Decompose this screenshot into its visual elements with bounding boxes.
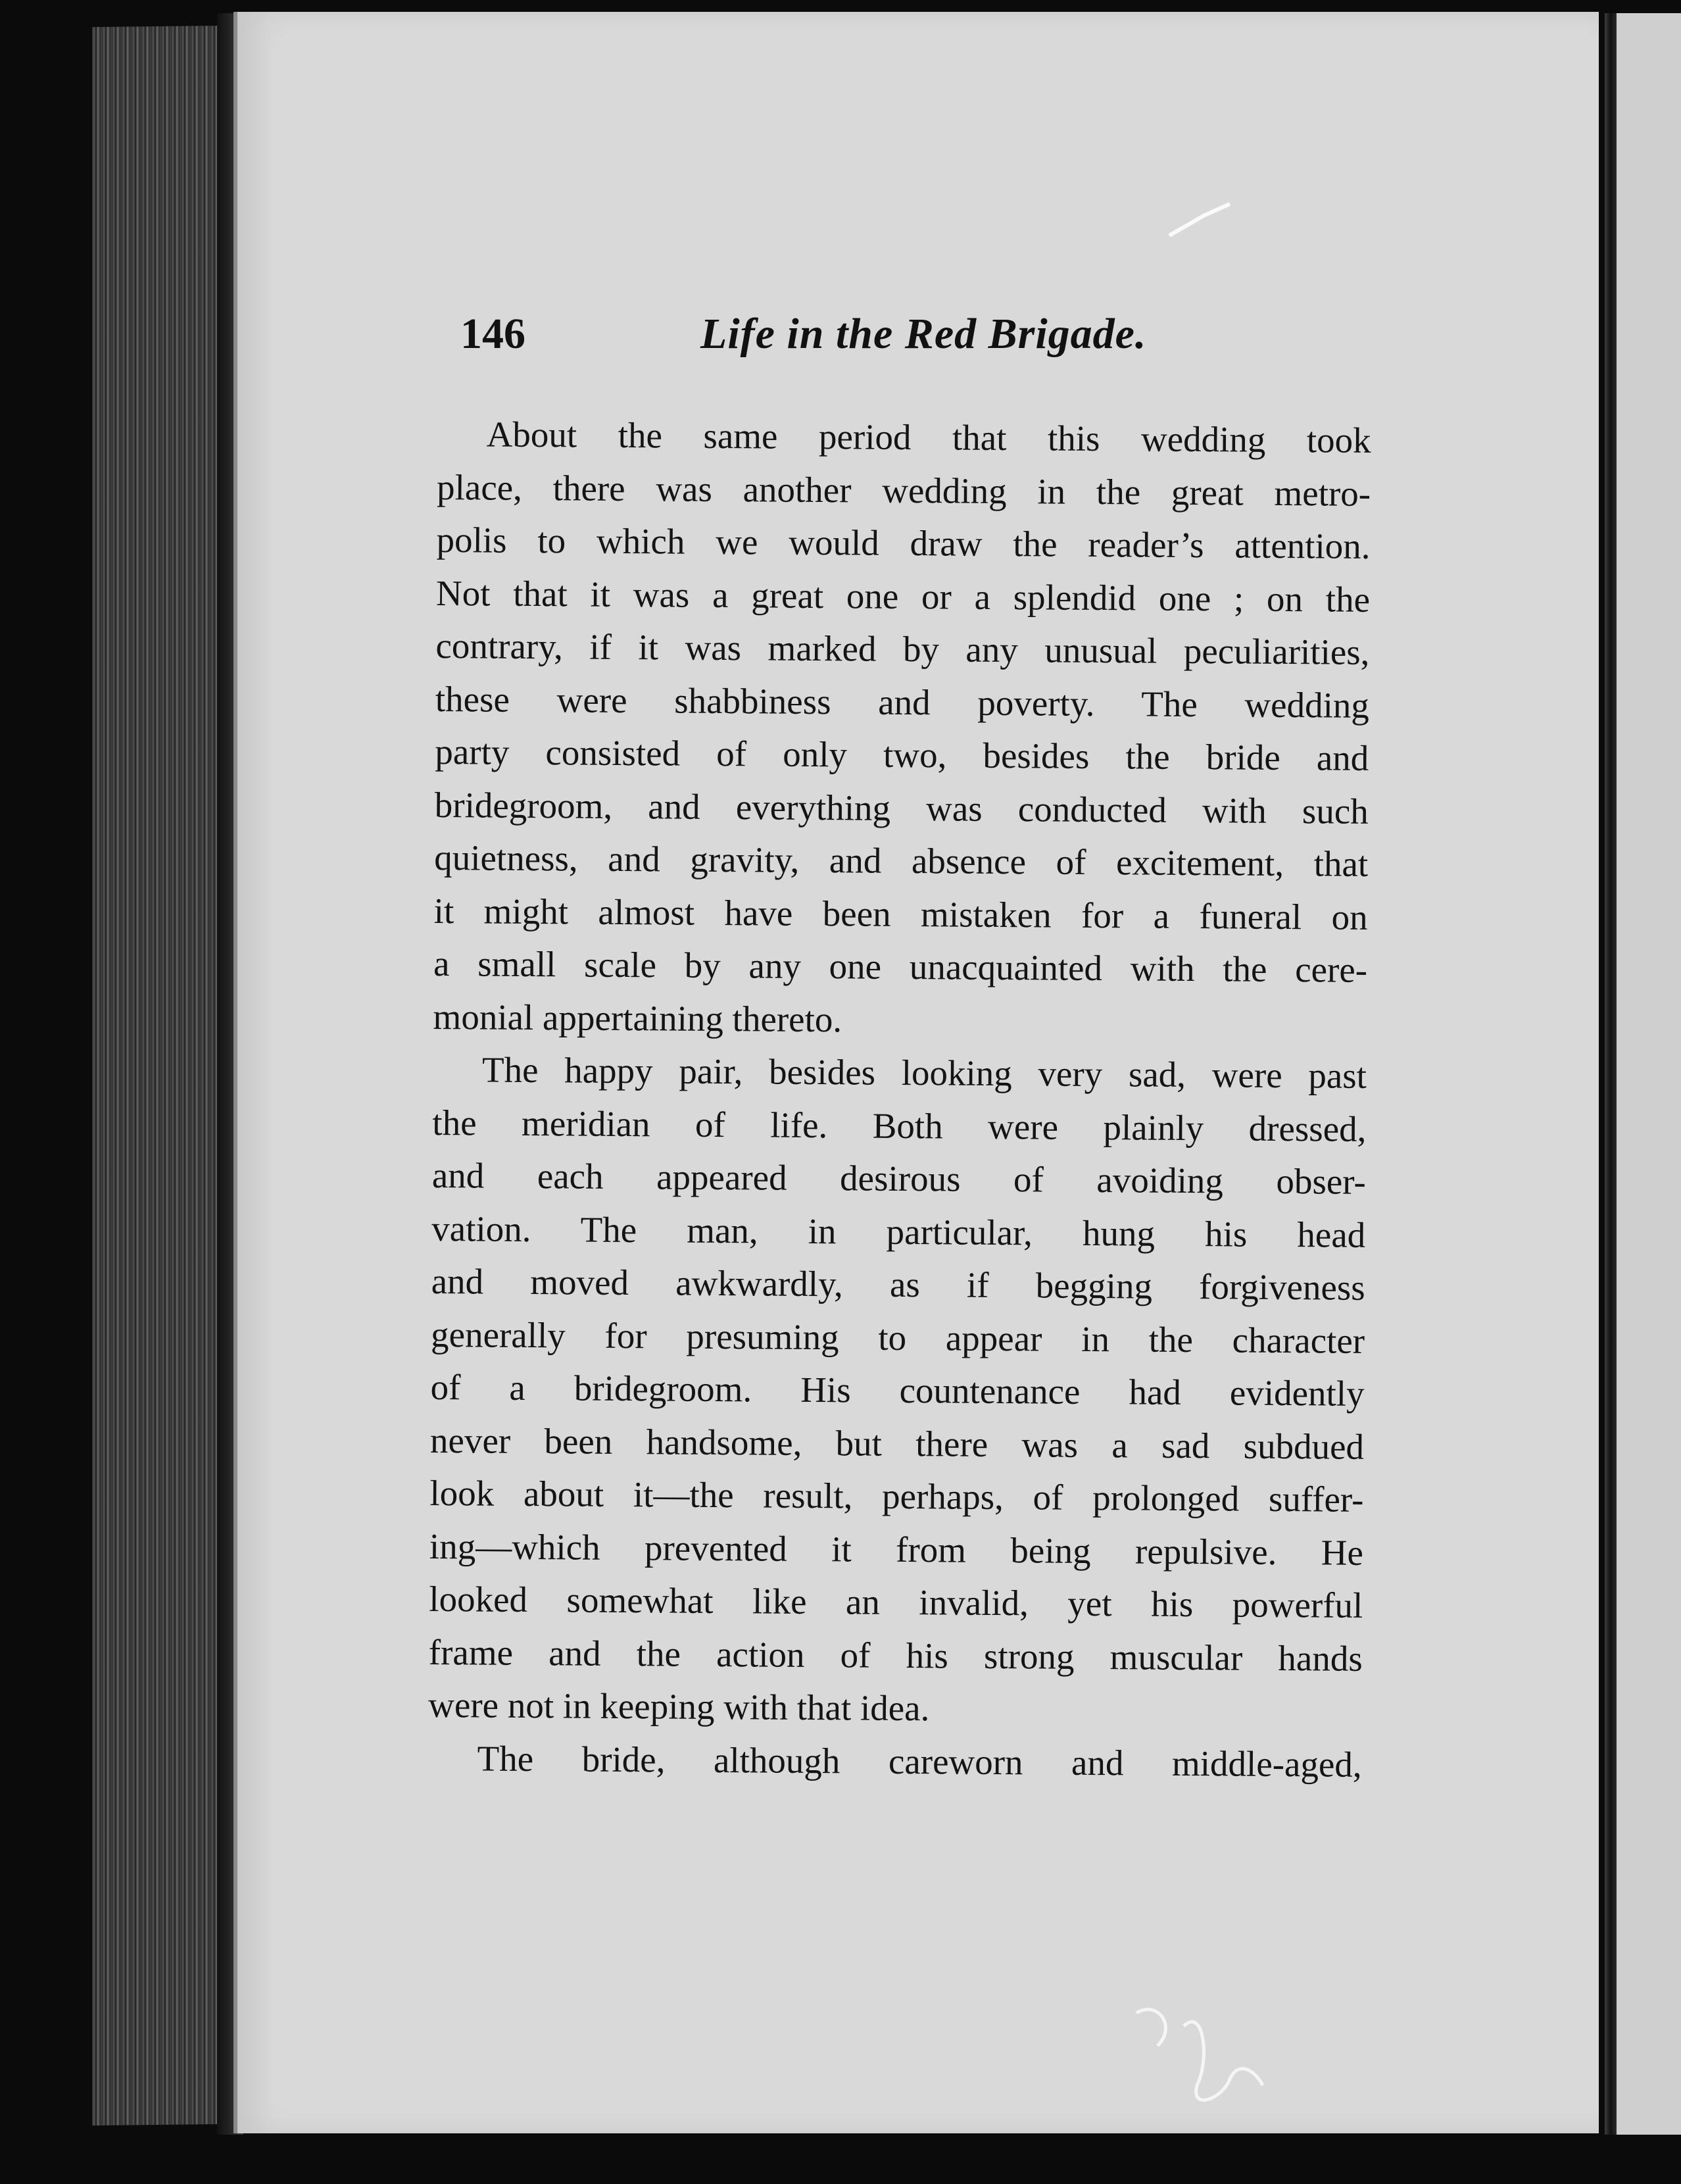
text-line: polis to which we would draw the reader’s attention. (436, 519, 1371, 566)
text-line: these were shabbiness and poverty. The wedding (435, 678, 1370, 726)
fore-edge-gutter (1605, 13, 1617, 2158)
text-line: ing—which prevented it from being repulsive. He (429, 1526, 1364, 1573)
text-line: were not in keeping with that idea. (428, 1684, 930, 1729)
text-line: The happy pair, besides looking very sad, were past (481, 1049, 1367, 1096)
text-line: The bride, although careworn and middle-aged, (477, 1737, 1362, 1785)
text-line: of a bridegroom. His countenance had evidently (430, 1366, 1365, 1414)
text-line: About the same period that this wedding took (486, 414, 1371, 460)
text-line: Not that it was a great one or a splendid one ; on the (435, 572, 1371, 620)
adjacent-page-strip (1617, 13, 1681, 2184)
scan-bottom-border (0, 2135, 1681, 2184)
text-line: quietness, and gravity, and absence of excitement, that (434, 837, 1369, 884)
text-line: party consisted of only two, besides the bride and (435, 731, 1369, 778)
text-line: place, there was another wedding in the great metro- (436, 466, 1371, 514)
page-edges (92, 26, 230, 2125)
scan-artifact-mark (1164, 197, 1236, 243)
text-line: bridegroom, and everything was conducted with such (434, 784, 1369, 831)
text-line: vation. The man, in particular, hung his head (431, 1208, 1366, 1255)
text-line: generally for presuming to appear in the character (430, 1314, 1365, 1361)
text-line: the meridian of life. Both were plainly dressed, (432, 1102, 1367, 1149)
running-title: Life in the Red Brigade. (700, 310, 1147, 358)
text-line: monial appertaining thereto. (433, 996, 842, 1039)
running-header (460, 309, 1381, 368)
text-line: contrary, if it was marked by any unusual peculiarities, (435, 625, 1370, 672)
text-line: and moved awkwardly, as if begging forgiveness (431, 1260, 1365, 1308)
text-line: looked somewhat like an invalid, yet his powerful (429, 1578, 1363, 1626)
scan-artifact-scribble (1131, 2000, 1276, 2131)
text-line: never been handsome, but there was a sad subdued (429, 1420, 1365, 1467)
page-number: 146 (460, 310, 525, 358)
text-line: look about it—the result, perhaps, of prolonged suffer- (429, 1472, 1364, 1520)
text-line: and each appeared desirous of avoiding obser- (431, 1154, 1367, 1202)
text-line: it might almost have been mistaken for a funeral on (433, 890, 1368, 937)
text-line: a small scale by any one unacquainted with the cere- (433, 943, 1368, 990)
text-line: frame and the action of his strong muscular hands (428, 1631, 1363, 1679)
body-text (427, 408, 1371, 1791)
